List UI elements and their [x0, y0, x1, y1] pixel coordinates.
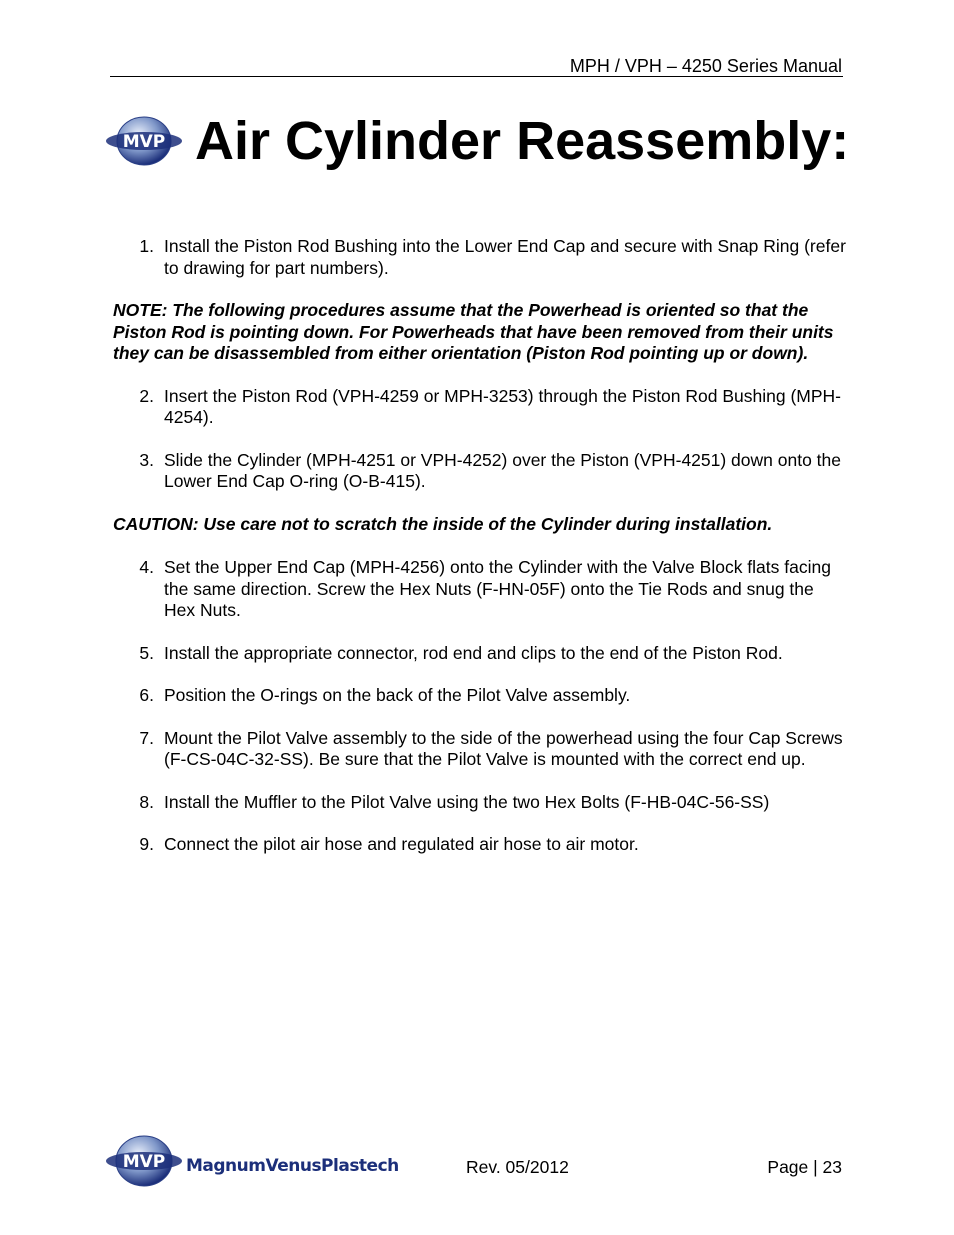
caution-text: CAUTION: Use care not to scratch the inside of the Cylinder during installation. [113, 513, 773, 534]
note-text: NOTE: The following procedures assume that the Powerhead is oriented so that the Piston Rod is pointing down. For Powerheads that have been removed from their units they can be disassembled from either orientation (Piston Rod pointing up or down). [113, 300, 834, 363]
steps-group-a [113, 236, 849, 279]
footer-logo-icon [104, 1133, 184, 1189]
step-number: 1. [139, 236, 154, 256]
step-text: Slide the Cylinder (MPH-4251 or VPH-4252) over the Piston (VPH-4251) down onto the Lower End Cap O-ring (O-B-415). [164, 449, 842, 491]
list-item [113, 834, 849, 856]
step-number: 7. [139, 727, 154, 748]
footer-page-number: Page | 23 [767, 1157, 842, 1177]
list-item [113, 792, 849, 814]
step-text: Mount the Pilot Valve assembly to the side of the powerhead using the four Cap Screws (F-CS-04C-32-SS). Be sure that the Pilot Valve is mounted with the correct end up. [164, 727, 843, 769]
step-text: Set the Upper End Cap (MPH-4256) onto the Cylinder with the Valve Block flats facing the same direction. Screw the Hex Nuts (F-HN-05F) onto the Tie Rods and snug the Hex Nuts. [164, 557, 831, 620]
list-item [113, 685, 849, 707]
footer-logo-badge-text: MVP [122, 1152, 166, 1172]
page-title: Air Cylinder Reassembly: [195, 111, 850, 171]
step-number: 3. [139, 449, 154, 470]
steps-group-b [113, 386, 849, 493]
list-item [113, 236, 849, 279]
list-item [113, 643, 849, 665]
step-text: Connect the pilot air hose and regulated air hose to air motor. [164, 834, 639, 854]
step-text: Install the Muffler to the Pilot Valve using the two Hex Bolts (F-HB-04C-56-SS) [164, 791, 770, 812]
step-number: 6. [139, 685, 154, 705]
steps-group-c [113, 557, 849, 856]
footer-brand-name: MagnumVenusPlastech [186, 1156, 399, 1176]
logo-badge-text: MVP [122, 132, 166, 152]
step-number: 5. [139, 642, 154, 663]
step-number: 4. [139, 557, 154, 577]
footer-revision: Rev. 05/2012 [466, 1157, 569, 1177]
list-item [113, 557, 849, 622]
list-item [113, 450, 849, 493]
step-number: 8. [139, 791, 154, 812]
instructions [113, 236, 849, 856]
step-number: 2. [139, 385, 154, 406]
header-title: MPH / VPH – 4250 Series Manual [569, 56, 842, 76]
step-text: Install the appropriate connector, rod end and clips to the end of the Piston Rod. [164, 642, 783, 663]
header-rule [110, 76, 843, 77]
mvp-logo-icon [104, 115, 184, 167]
step-text: Insert the Piston Rod (VPH-4259 or MPH-3253) through the Piston Rod Bushing (MPH-4254). [164, 385, 841, 427]
step-number: 9. [139, 834, 154, 854]
list-item [113, 728, 849, 771]
step-text: Install the Piston Rod Bushing into the Lower End Cap and secure with Snap Ring (refer to drawing for part numbers). [164, 236, 846, 278]
step-text: Position the O-rings on the back of the Pilot Valve assembly. [164, 685, 631, 705]
list-item [113, 386, 849, 429]
